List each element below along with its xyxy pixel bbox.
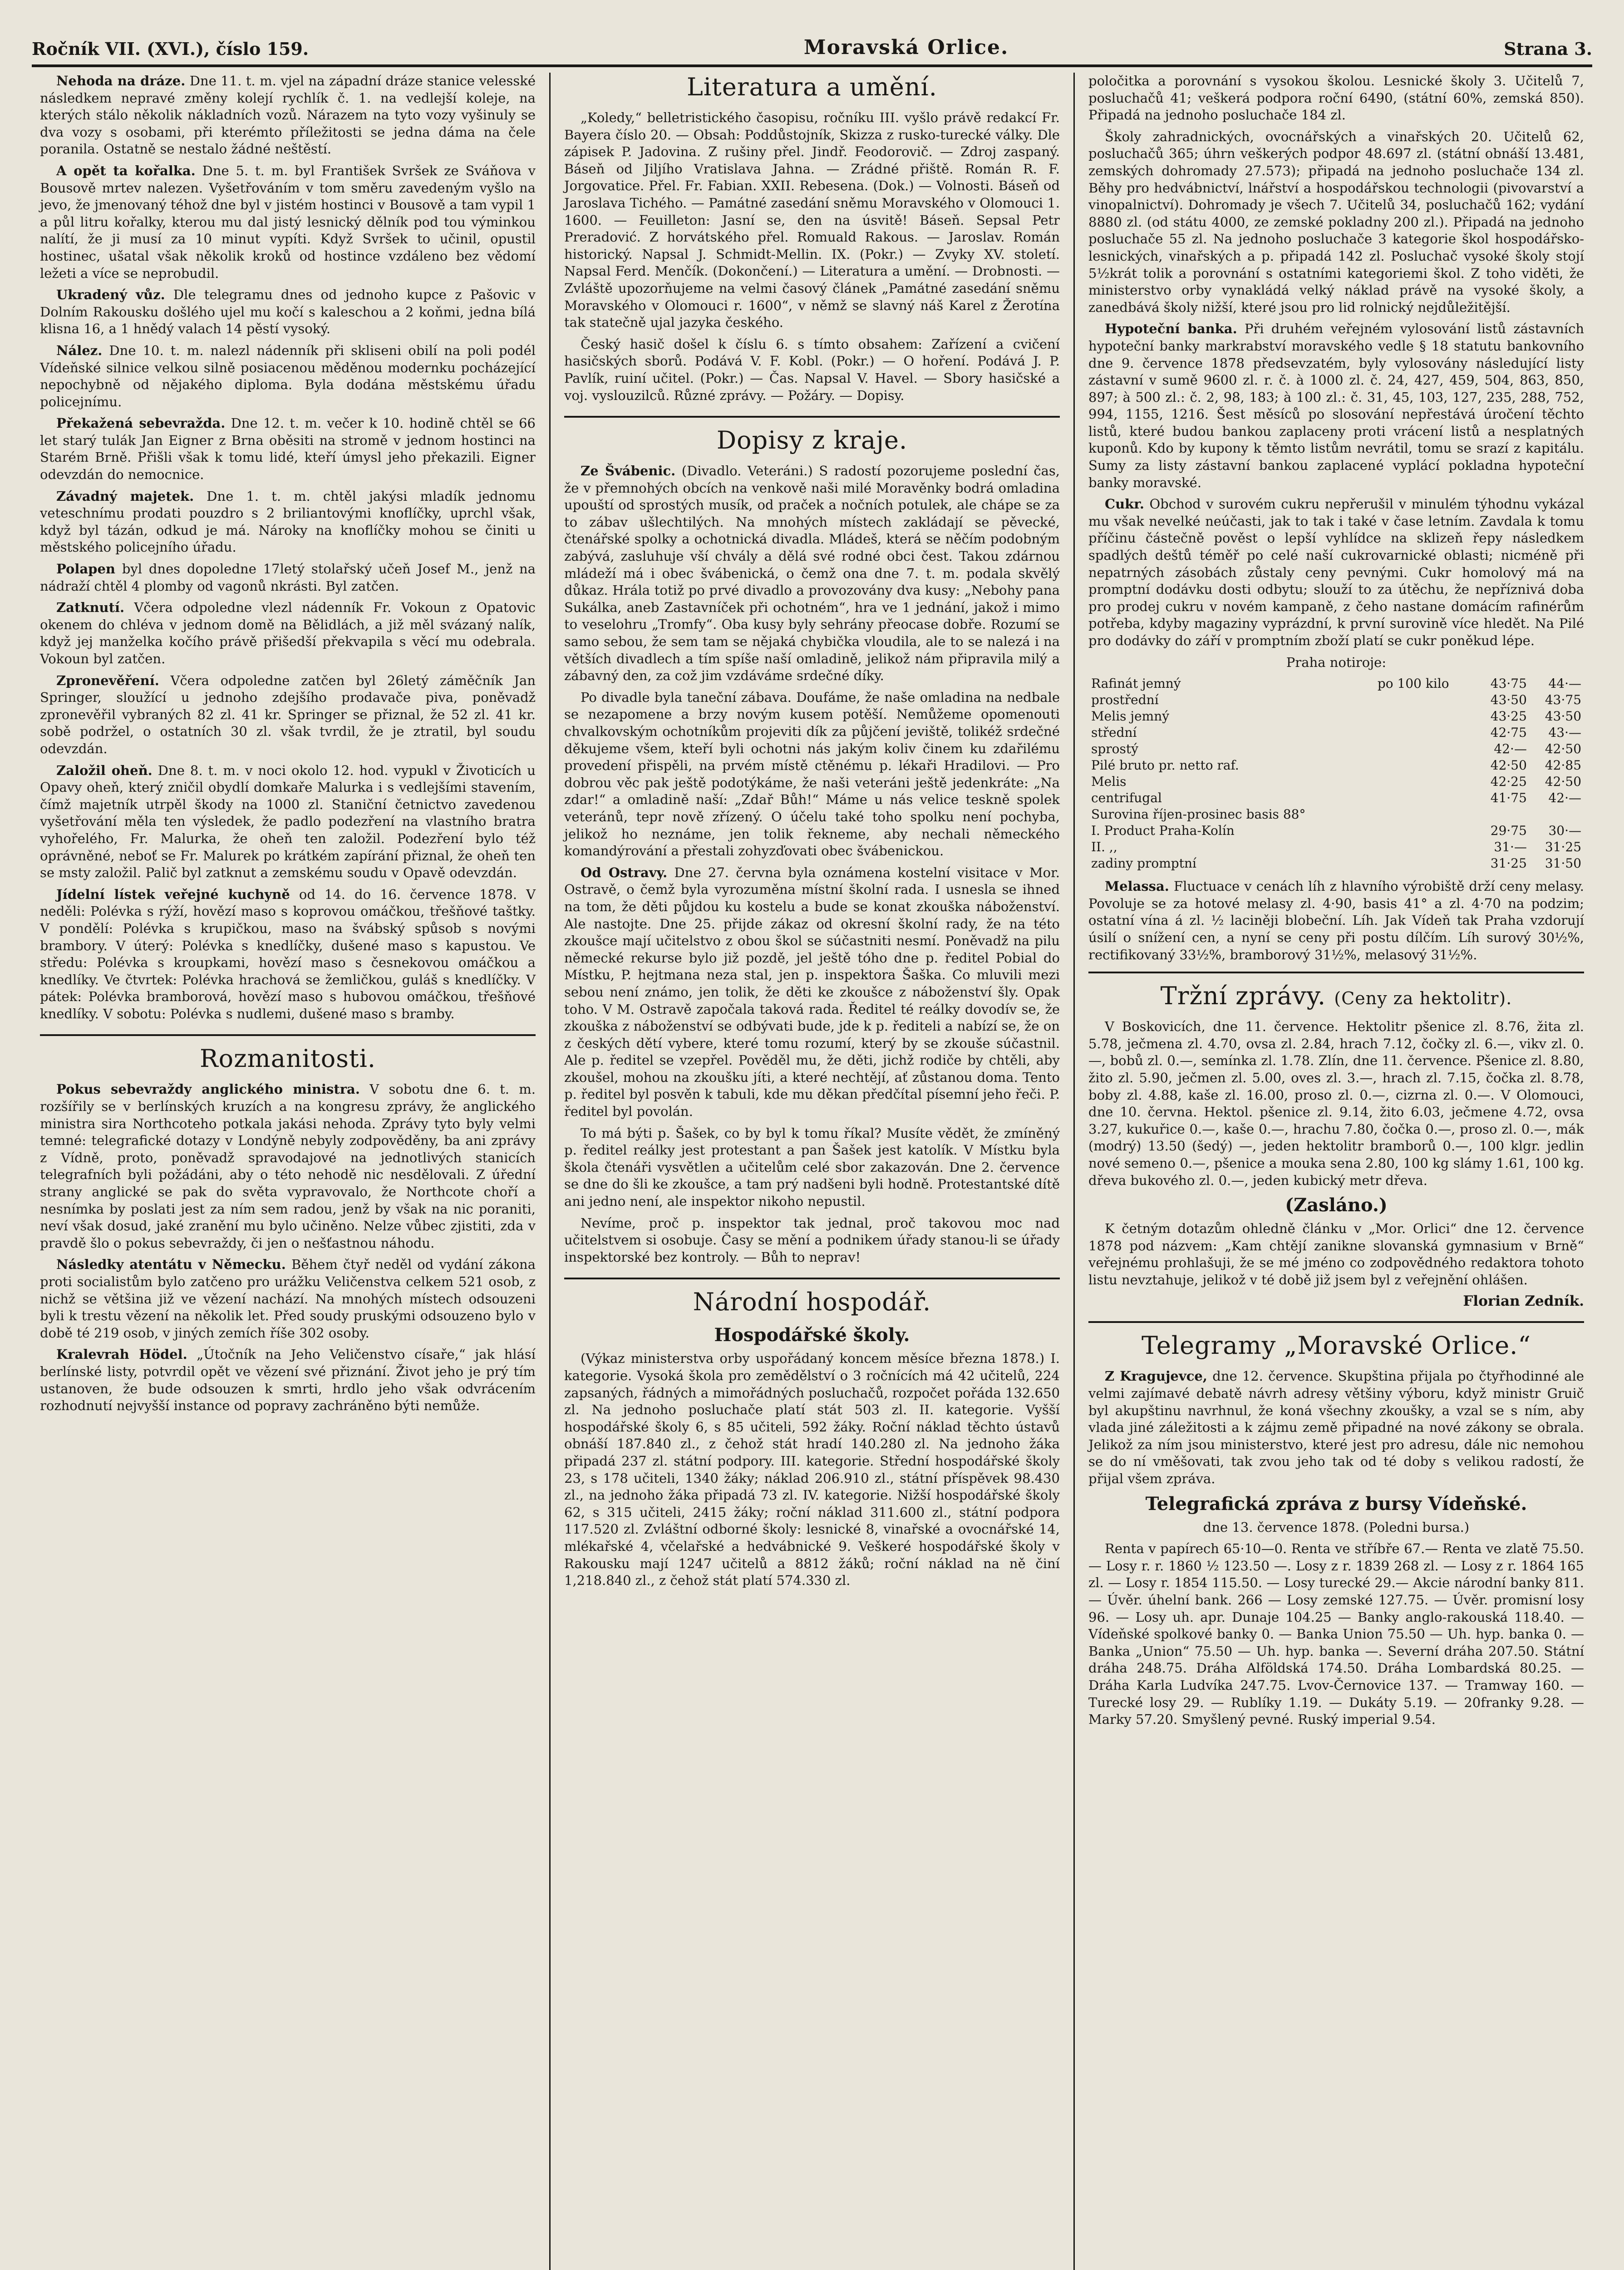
price-cell-per <box>1375 708 1475 725</box>
news-item: Nehoda na dráze. Dne 11. t. m. vjel na západní dráze stanice velesské následkem nepravé změny kolejí rychlík č. 1. na vedlejší koleje, na kterých stálo několik nákladních vozů. Nárazem na tyto vozy vyšinuly se dva vozy s osobami, při kterémto příležitosti se jedna dáma na čele poranila. Ostatně se nestalo žádné neštěstí. <box>40 73 536 157</box>
price-row <box>1088 741 1584 757</box>
price-cell-label: centrifugal <box>1091 790 1162 806</box>
price-cell-label: Melis jemný <box>1091 709 1170 724</box>
article: Kralevrah Hödel. „Útočník na Jeho Veličenstvo císaře,“ jak hlásí berlínské listy, potvrdil opět ve vězení své přiznání. Život jeho je prý tím ustanoven, že bude odsouzen k smrti, hrdlo jeho však odvrácením rozhodnutí nejvyšší instance od popravy zachráněno býti nemůže. <box>40 1347 536 1414</box>
news-item: A opět ta kořalka. Dne 5. t. m. byl František Svršek ze Sváňova v Bousově mrtev nalezen. Vyšetřováním v tom směru zavedeným vyšlo na jevo, že jmenovaný téhož dne byl v jistém hostinci v Bousově a tam vypil 1 a půl litru kořalky, kterou mu dal jistý lesnický dělník pod tou výminkou nalítí, že ji musí za 10 minut vypíti. Když Svršek to učinil, opustil hostinec, ušatal však několik kroků od hostince vzdáleno bez vědomí ležeti a více se neprobudil. <box>40 163 536 281</box>
price-cell-b: 31·50 <box>1545 856 1582 871</box>
divider <box>1088 972 1584 973</box>
article: Následky atentátu v Německu. Během čtyř neděl od vydání zákona proti socialistům bylo zatčeno pro urážku Veličenstva celkem 521 osob, z nichž se většina již ve vězení nachází. Na mnohých místech odsouzeni byli k trestu vězení na několik let. Před soudy pruskými odsouzeno bylo v době té 219 osob, v jiných zemích říše 302 osoby. <box>40 1257 536 1341</box>
price-row <box>1088 806 1584 823</box>
price-cell-label: Pilé bruto pr. netto raf. <box>1091 758 1239 773</box>
price-cell-a: 43·25 <box>1490 709 1527 724</box>
local-news <box>40 73 536 1022</box>
page-number: Strana 3. <box>1504 39 1592 59</box>
price-cell-label: Rafinát jemný <box>1091 676 1181 691</box>
zaslano-title: (Zasláno.) <box>1285 1194 1388 1216</box>
price-row <box>1088 692 1584 708</box>
price-cell-b: 43·75 <box>1545 692 1582 708</box>
price-row <box>1088 790 1584 806</box>
signature: Florian Zedník. <box>1463 1293 1585 1310</box>
letter: Nevíme, proč p. inspektor tak jednal, proč takovou moc nad učitelstvem si osobuje. Časy se mění a podnikem úřady stanou-li se úřady inspektorské bez kontroly. — Bůh to neprav! <box>564 1215 1060 1265</box>
price-row <box>1088 725 1584 741</box>
article: Pokus sebevraždy anglického ministra. V sobotu dne 6. t. m. rozšířily se v berlínských kruzích a na kongresu zprávy, že anglického ministra sira Northcoteho potkala jakási nehoda. Zprávy tyto byly velmi temné: telegrafické dotazy v Londýně nebyly zodpověděny, ba ani zprávy z Vídně, proto, poněvadž spravodajové na jednotlivých stanicích telegrafních byli požádáni, aby o této nehodě nic nesdělovali. Z úřední strany anglické se pak do světa vypravovalo, že Northcote choří a nesnímka by poslati jest za ním sem radou, jenž by však na nic poraniti, neví však dosud, jaké zranění mu bylo učiněno. Nelze vůbec zjistiti, zda v pravdě šlo o pokus sebevraždy, či jen o nešťastnou náhodu. <box>40 1081 536 1251</box>
price-cell-a: 43·50 <box>1490 692 1527 708</box>
price-cell-b: 30·— <box>1548 823 1582 839</box>
letter: Po divadle byla taneční zábava. Doufáme, že naše omladina na nedbale se nezapomene a brzy novým kusem potěší. Nemůžeme opomenouti chvalkovským ochotníkům projeviti dík za půjčení jeviště, tolikéž srdečné děkujeme všem, kteří byli ochotni nás jakým koliv činem ku zdařilému provedení přispěli, na prvém místě ctěnému p. lékaři Hradilovi. — Pro dobrou věc pak ještě podotýkáme, že naši veteráni ještě jedenkráte: „Na zdar!“ a omladině naší: „Zdař Bůh!“ Máme u nás velice teskně spolek veteránů, tepr nově zřízený. O účelu také toho spolku není pochyba, jelikož ho neznáme, jen tolik řekneme, aby nechali německého komandýrování a přestali zohyzďovati obec švábenickou. <box>564 689 1060 859</box>
price-row <box>1088 855 1584 872</box>
price-row <box>1088 839 1584 855</box>
columns <box>32 73 1592 2270</box>
price-cell-per <box>1375 806 1475 823</box>
price-cell-label: zadiny promptní <box>1091 856 1196 871</box>
news-item: Závadný majetek. Dne 1. t. m. chtěl jakýsi mladík jednomu veteschnímu prodati pouzdro s 2 briliantovými knoflíčky, uprchl však, když byl tázán, odkud je má. Nároky na knoflíčky mohou se činiti u městského policejního úřadu. <box>40 488 536 555</box>
news-item: Polapen byl dnes dopoledne 17letý stolařský učeň Josef M., jenž na nádraží chtěl 4 plomby od vagonů nkrásti. Byl zatčen. <box>40 561 536 594</box>
price-cell-b: 42·50 <box>1545 774 1582 790</box>
news-item: Založil oheň. Dne 8. t. m. v noci okolo 12. hod. vypukl v Životicích u Opavy oheň, který zničil obydlí domkaře Malurka i s vedlejšími stavením, čímž majetník utrpěl škody na 1000 zl. Staniční četnictvo zavedenou vyšetřování měla ten výsledek, že padlo podezření na vlastního bratra vyhořelého, Fr. Malurka, že oheň ten založil. Podezření bylo též oprávněné, neboť se Fr. Malurek po krátkém zapírání přiznal, že oheň ten se msty založil. Palič byl zatknut a zemskému soudu v Opavě odevzdán. <box>40 762 536 881</box>
price-cell-a: 42·— <box>1494 741 1527 757</box>
burza-date: dne 13. července 1878. (Poledni bursa.) <box>1203 1519 1470 1535</box>
price-cell-per <box>1375 692 1475 708</box>
price-cell-b <box>1530 806 1584 823</box>
price-cell-a <box>1475 806 1530 823</box>
price-cell-b: 42·— <box>1548 790 1582 806</box>
issue-info: Ročník VII. (XVI.), číslo 159. <box>32 39 309 59</box>
price-cell-a: 31·— <box>1494 839 1527 855</box>
column-2 <box>556 73 1068 2270</box>
price-cell-per <box>1375 790 1475 806</box>
page-header <box>32 27 1592 67</box>
price-cell-per <box>1375 839 1475 855</box>
article: Český hasič došel k číslu 6. s tímto obsahem: Zařízení a cvičení hasičských sborů. Podává V. F. Kobl. (Pokr.) — O hoření. Podává J. P. Pavlík, ruiní učitel. (Pokr.) — Čas. Napsal V. Havel. — Sbory hasičské a voj. vyslouzilců. Různé zprávy. — Požáry. — Dopisy. <box>564 336 1060 403</box>
article: poločitka a porovnání s vysokou školou. Lesnické školy 3. Učitelů 7, posluchačů 41; veškerá podpora roční 6490, (státní 60%, zemská 850). Připadá na jednoho posluchače 184 zl. <box>1088 73 1585 123</box>
letter: To má býti p. Šašek, co by byl k tomu říkal? Musíte vědět, že zmíněný p. ředitel reálky jest protestant a pan Šašek jest katolík. V Místku byla škola čtenáři vysvětlen a učitelům celé sbor zakazován. Dne 2. července se dne do šli ke zkoušce, a tam prý nadšeni byli hodně. Protestantské dítě ani jedno není, ale inspektor nikoho nepustil. <box>564 1125 1060 1209</box>
price-row <box>1088 676 1584 692</box>
price-cell-label: Melis <box>1091 774 1127 790</box>
article: (Výkaz ministerstva orby uspořádaný koncem měsíce března 1878.) I. kategorie. Vysoká škola pro zemědělství o 3 ročnících má 42 učitelů, 224 zapsaných, řádných a mimořádných posluchačů, rozpočet pořáda 132.650 zl. Na jednoho posluchače platí stát 503 zl. II. kategorie. Vyšší hospodářské školy 6, s 85 učiteli, 592 žáky. Roční náklad těchto ústavů obnáší 187.840 zl., z čehož stát hradí 140.280 zl. Na jednoho žáka připadá 237 zl. státní podpory. III. kategorie. Střední hospodářské školy 23, s 178 učiteli, 1340 žáky; náklad 206.910 zl., státní příspěvek 98.430 zl., na jednoho žáka připadá 73 zl. IV. kategorie. Nižší hospodářské školy 62, s 315 učiteli, 2415 žáky; roční náklad 311.600 zl., státní podpora 117.520 zl. Zvláštní odborné školy: lesnické 8, vinařské a ovocnářské 14, mlékařské 4, včelařské a hedvábnické 9. Veškeré hospodářské školy v Rakousku mají 1247 učitelů a 8812 žáků; roční náklad na ně činí 1,218.840 zl., z čehož stát platí 574.330 zl. <box>564 1351 1060 1589</box>
letter: Od Ostravy. Dne 27. června byla oznámena kostelní visitace v Mor. Ostravě, o čemž byla vyrozuměna místní školní rada. I usnesla se ihned na tom, že děti půjdou ku kostelu a bude se konat zkouška náboženství. Ale nastojte. Dne 25. přijde zákaz od okresní školní rady, že na této zkoušce mají učitelstvo z obou škol se súčastniti nesmí. Poněvadž na pilu německé rekurse bylo již pozdě, jel ještě tóho dne p. ředitel Pobial do Místku, P. hejtmana neza stal, jen p. inspektora Šaška. Co mluvili mezi sebou není známo, jen tolik, že děti ke zkoušce z náboženství šly. Opak toho. V M. Ostravě započala taková rada. Ředitel té reálky dovodív se, že zkouška z náboženství se odbývati bude, jde k p. řediteli a nabízí se, že on z českých dětí vybere, které tomu rozumí, který by se zkouše súčastnil. Ale p. ředitel se vzepřel. Pověděl mu, že děti, jichž rodiče by chtěli, aby zkoušel, mohou na zkoušku jíti, a které nechtějí, ať zůstanou doma. Tento p. ředitel byl posvěn k tabuli, kde mu děkan předčítal písemní jeho řeči. P. ředitel byl povolán. <box>564 864 1060 1120</box>
price-table-title: Praha notiroje: <box>1286 654 1387 670</box>
news-item: Nález. Dne 10. t. m. nalezl nádenník při skliseni obilí na poli podél Vídeňské silnice velkou silně posiacenou měděnou modernku pocházející nepochybně od nějakého diploma. Byla dodána městskému úřadu policejnímu. <box>40 342 536 410</box>
price-cell-a: 41·75 <box>1490 790 1527 806</box>
article: V Boskovicích, dne 11. července. Hektolitr pšenice zl. 8.76, žita zl. 5.78, ječmena zl. 4.70, ovsa zl. 2.84, hrach 7.12, čočky zl. 6.—, vikv zl. 0.—, bobů zl. 0.—, semínka zl. 1.78. Zlín, dne 11. července. Pšenice zl. 8.80, žito zl. 5.90, ječmen zl. 5.00, oves zl. 3.—, hrach zl. 7.15, čočka zl. 8.78, boby zl. 4.88, kaše zl. 16.00, proso zl. 0.—, cizrna zl. 0.—. V Olomouci, dne 10. června. Hektol. pšenice zl. 9.14, žito 6.03, ječmene 4.72, ovsa 3.27, kukuřice 0.—, kaše 0.—, hrachu 7.80, čočka 0.—, proso zl. 0.—, mák (modrý) 13.50 (šedý) —, jeden hektolitr bramborů 0.—, 100 klgr. jedlin nové semeno 0.—, pšenice a mouka sena 2.80, 100 kg slámy 1.61, 100 kg. dřeva bukového zl. 0.—, jeden kubický metr dřeva. <box>1088 1019 1585 1188</box>
price-row <box>1088 774 1584 790</box>
masthead: Moravská Orlice. <box>803 36 1009 59</box>
section-title-literatura: Literatura a umění. <box>687 73 937 101</box>
price-cell-b: 42·85 <box>1545 758 1582 773</box>
price-cell-label: I. Product Praha-Kolín <box>1091 823 1235 839</box>
column-3 <box>1080 73 1592 2270</box>
article: K četným dotazům ohledně článku v „Mor. Orlici“ dne 12. července 1878 pod názvem: „Kam chtějí zanikne slovanská gymnasium v Brně“ veřejnému prohlašuji, že se mé jméno co zodpovědného redaktora tohoto listu nevztahuje, jelikož v té době již jsem byl z veřejnění ohlášen. <box>1088 1221 1585 1288</box>
price-cell-a: 29·75 <box>1490 823 1527 839</box>
price-cell-label: střední <box>1091 725 1137 740</box>
price-cell-b: 43·— <box>1548 725 1582 740</box>
price-cell-b: 44·— <box>1548 676 1582 691</box>
price-cell-per <box>1375 741 1475 757</box>
news-item: Zatknutí. Včera odpoledne vlezl nádenník Fr. Vokoun z Opatovic okenem do chléva v jednom domě na Bělidlách, a již měl svázaný nalík, když jej manželka kočího právě přišedší překvapila s věcí mu odebrala. Vokoun byl zatčen. <box>40 600 536 666</box>
price-cell-b: 43·50 <box>1545 709 1582 724</box>
price-cell-label: II. ,, <box>1091 839 1117 855</box>
article: Školy zahradnických, ovocnářských a vinařských 20. Učitelů 62, posluchačů 365; úhrn veškerých podpor 48.697 zl. (státní obnáší 13.481, zemských dohromady 27.573); připadá na jednoho posluchače 134 zl. Běhy pro hedvábnictví, lnářství a hospodářskou technologii (pivovarství a vinopalnictví). Dohromady je všech 7. Učitelů 34, posluchačů 162; vydání 8880 zl. (od státu 4000, ze zemské pokladny 200 zl.). Připadá na jednoho posluchače 55 zl. Na jednoho posluchače 3 kategorie škol hospodářsko-lesnických, vinařských a p. připadá 142 zl. Posluchač vysoké školy stojí 5½krát tolik a porovnání s ostatními kategoriemi škol. Z toho viděti, že ministerstvo orby vynakládá velký náklad právě na vysoké školy, a zanedbává školy nižší, které jsou pro lid rolnický nejdůležitější. <box>1088 128 1585 315</box>
column-1 <box>32 73 544 2270</box>
price-row <box>1088 757 1584 774</box>
section-title-rozmanitosti: Rozmanitosti. <box>40 1034 536 1073</box>
article: „Koledy,“ belletristického časopisu, ročníku III. vyšlo právě redakcí Fr. Bayera číslo 20. — Obsah: Poddůstojník, Skizza z rusko-turecké války. Dle zápisek P. Jadovina. Z rušiny přel. Jindř. Feodorovič. — Zdroj zaspaný. Báseň od Jiljího Vratislava Jahna. — Zrádné přiště. Román R. F. Jorgovatice. Přel. Fr. Fabian. XXII. Rebesena. (Dok.) — Volnosti. Báseň od Jaroslava Tichého. — Památné zasedání sněmu Moravského v Olomouci 1. 1600. — Feuilleton: Jasní se, den na úsvitě! Báseň. Sepsal Petr Preradović. Z horvátského přel. Romuald Rakous. — Jaroslav. Román historický. Napsal J. Schmidt-Mellin. IX. (Pokr.) — Zvyky XV. století. Napsal Ferd. Menčík. (Dokončení.) — Literatura a umění. — Drobnosti. — Zvláště upozorňujeme na velmi časový článek „Památné zasedání sněmu Moravského v Olomouci r. 1600“, v němž se slavný náš Karel z Žerotína tak statečně ujal jazyka českého. <box>564 110 1060 331</box>
section-title-dopisy: Dopisy z kraje. <box>564 416 1060 454</box>
section-title-telegramy: Telegramy „Moravské Orlice.“ <box>1088 1321 1584 1360</box>
section-title-narodni-hospodar: Národní hospodář. <box>564 1278 1060 1316</box>
price-cell-per <box>1375 774 1475 790</box>
price-row <box>1088 823 1584 839</box>
column-rule <box>1073 73 1075 2270</box>
price-row <box>1088 708 1584 725</box>
price-cell-a: 42·25 <box>1490 774 1527 790</box>
price-cell-per <box>1375 855 1475 872</box>
price-cell-per <box>1375 823 1475 839</box>
price-cell-b: 31·25 <box>1545 839 1582 855</box>
price-cell-per <box>1375 725 1475 741</box>
section-title-trzni: Tržní zprávy. (Ceny za hektolitr). <box>1160 982 1512 1011</box>
article: Renta v papírech 65·10—0. Renta ve stříbře 67.— Renta ve zlatě 75.50. — Losy r. r. 1860 ½ 123.50 —. Losy z r. 1839 268 zl. — Losy z r. 1864 165 zl. — Losy r. 1854 115.50. — Losy turecké 29.— Akcie národní banky 811. — Úvěr. úhelní bank. 266 — Losy zemské 127.75. — Úvěr. promisní losy 96. — Losy uh. apr. Dunaje 104.25 — Banky anglo-rakouská 118.40. — Vídeňské spolkové banky 0. — Banka Union 75.50 — Uh. hyp. banka 0. — Banka „Union“ 75.50 — Uh. hyp. banka —. Severní dráha 207.50. Státní dráha 248.75. Dráha Alföldská 174.50. Dráha Lombardská 80.25. — Dráha Karla Ludvíka 247.75. Lvov-Černovice 137. — Tramway 160. — Turecké losy 29. — Rublíky 1.19. — Dukáty 5.19. — 20franky 9.28. — Marky 57.20. Smyšlený pevné. Ruský imperial 9.54. <box>1088 1541 1585 1727</box>
column-rule <box>549 73 551 2270</box>
price-cell-a: 43·75 <box>1490 676 1527 691</box>
subsection-title: Hospodářské školy. <box>714 1324 910 1346</box>
news-item: Překažená sebevražda. Dne 12. t. m. večer k 10. hodině chtěl se 66 let starý tulák Jan Eigner z Brna oběsiti na stromě v jednom hostinci na Starém Brně. Přišli však k tomu lidé, kteří úmysl jeho překazili. Eigner odevzdán do nemocnice. <box>40 415 536 483</box>
letter: Ze Švábenic. (Divadlo. Veteráni.) S radostí pozorujeme poslední čas, že v přemnohých obcích na venkově naši milé Moravěnky bodrá omladina upouští od sprostých musík, od praček a nočních potulek, ale chápe se za to zábav ušlechtilých. Na mnohých místech zakládají se pěvecké, čtenářské spolky a ochotnická divadla. Mládeš, která se něčím podobným zabývá, zasluhuje vší chvály a dělá své rodné obci čest. Takou zdárnou mládeží má i obec švábenická, o čemž ona dne 7. t. m. podala skvělý důkaz. Hrála totiž po prvé divadlo a provozovány dva kusy: „Nebohy pana Sukálka, aneb Zastavníček při ochotném“, hra ve 1 jednání, jakož i mimo to veselohru „Tromfy“. Oba kusy byly sehrány přeocase dobře. Rozumí se samo sebou, že sem tam se nějaká chybička vloudila, ale to se nalezá i na větších divadlech a tím spíše naší omladině, jelikož nám připravila milý a zábavný den, za což jim vzdáváme srdečné díky. <box>564 463 1060 684</box>
article: Z Kragujevce, dne 12. července. Skupština přijala po čtyřhodinné ale velmi zajímavé debatě návrh adresy většiny výboru, když ministr Gruič byl akupštinu navrhnul, že koná všechny zkoušky, a vzal se s ním, aby vlada jiné záležitosti a k zájmu země připadné na nové zákony se obrala. Jelikož za ním jsou ministerstvo, které jest pro adresu, dále nic nemohou se do ní vměšovati, tak zvou jeho tak od té doby s velikou radostí, že přijal všem zpráva. <box>1088 1368 1585 1487</box>
news-item: Ukradený vůz. Dle telegramu dnes od jednoho kupce z Pašovic v Dolním Rakousku došlého ujel mu kočí s kaleschou a 2 koňmi, jedna bílá klisna 16, a 1 hnědý valach 14 pěstí vysoký. <box>40 287 536 337</box>
article: Melassa. Fluctuace v cenách líh z hlavního výrobiště drží ceny melasy. Povoluje se za hotové melasy zl. 4·90, basis 41° a zl. 4·70 na podzim; ostatní vína á zl. ½ laciněji blobeční. Líh. Jak Vídeň tak Praha vzdorují úsilí o snížení cen, a nyní se ceny při postu dílčím. Líh surový 30½%, rectifikovaný 33½%, bramborový 31½%, melasový 31½%. <box>1088 878 1585 962</box>
price-cell-label: prostřední <box>1091 692 1159 708</box>
price-cell-b: 42·50 <box>1545 741 1582 757</box>
news-item: Jídelní lístek veřejné kuchyně od 14. do 16. července 1878. V neděli: Polévka s rýží, hovězí maso s koprovou omáčkou, třešňové taštky. V pondělí: Polévka s krupičkou, maso na švábský spůsob s novými brambory. V úterý: Polévka s knedlíčky, dušené maso s kapustou. Ve středu: Polévka s kroupkami, hovězí maso s česnekovou omáčkou a knedlíky. Ve čtvrtek: Polévka hrachová se žemličkou, guláš s knedlíčky. V pátek: Polévka bramborová, hovězí maso s hubovou omáčkou, třešňové knedlíky. V sobotu: Polévka s nudlemi, dušené maso s bramby. <box>40 886 536 1022</box>
price-cell-a: 42·75 <box>1490 725 1527 740</box>
price-table <box>1088 676 1584 872</box>
news-item: Zpronevěření. Včera odpoledne zatčen byl 26letý záměčník Jan Springer, sloužící u jednoho zdejšího prodavače piva, poněvadž zpronevěřil vybraných 82 zl. 41 kr. Springer se přiznal, že 52 zl. 41 kr. sobě podržel, o ostatních 30 zl. však tvrdil, že je ztratil, byl soudu odevzdán. <box>40 672 536 756</box>
price-cell-per <box>1375 757 1475 774</box>
price-cell-label: sprostý <box>1091 741 1138 757</box>
price-cell-per: po 100 kilo <box>1377 676 1449 691</box>
article: Hypoteční banka. Při druhém veřejném vylosování listů zástavních hypoteční banky markrabství moravského vedle § 18 statutu bankovního dne 9. července 1878 předsevzatém, byly vylosovány následující listy zástavní v sumě 9600 zl. r. č. à 1000 zl. č. 24, 427, 459, 504, 863, 850, 897; à 500 zl.: č. 2, 98, 183; à 100 zl.: č. 31, 45, 103, 127, 235, 288, 752, 994, 1155, 1216. Šest měsíců po slosování nepřestává úročení těchto listů, které budou bankou zaplaceny proti vrácení listů a nesplatných kuponů. Kdo by kupony k těmto listům nevrátil, tomu se srazí z kapitálu. Sumy za listy zástavní bankou zaplacené vyplácí pokladna hypoteční banky moravské. <box>1088 321 1585 490</box>
price-cell-label: Surovina říjen-prosinec basis 88° <box>1091 807 1306 822</box>
price-cell-a: 42·50 <box>1490 758 1527 773</box>
subsection-title-burza: Telegrafická zpráva z bursy Vídeňské. <box>1145 1493 1527 1515</box>
article: Cukr. Obchod v surovém cukru nepřerušil v minulém týhodnu vykázal mu však nevelké neúčasti, jak to tak i také v čase letním. Zavdala k tomu příčinu částečně pověst o lepší vyhlídce na sklizeň řepy následkem spadlých deštů téměř po celé naší cukrovarnické oblasti; nicméně při nepatrných zásobách zůstaly ceny pevnými. Cukr homolový má na promptní dodávku dosti odbytu; slouží to za útěchu, že nepříznivá doba pro prodej cukru v novém kampaně, z čeho nastane domácím rafinérům potřeba, kdyby magaziny vyprázdní, k první surovině více hledět. Na Pilé pro dodávky do září v promptním zboží platí se cukr poněkud lépe. <box>1088 496 1585 648</box>
price-cell-a: 31·25 <box>1490 856 1527 871</box>
